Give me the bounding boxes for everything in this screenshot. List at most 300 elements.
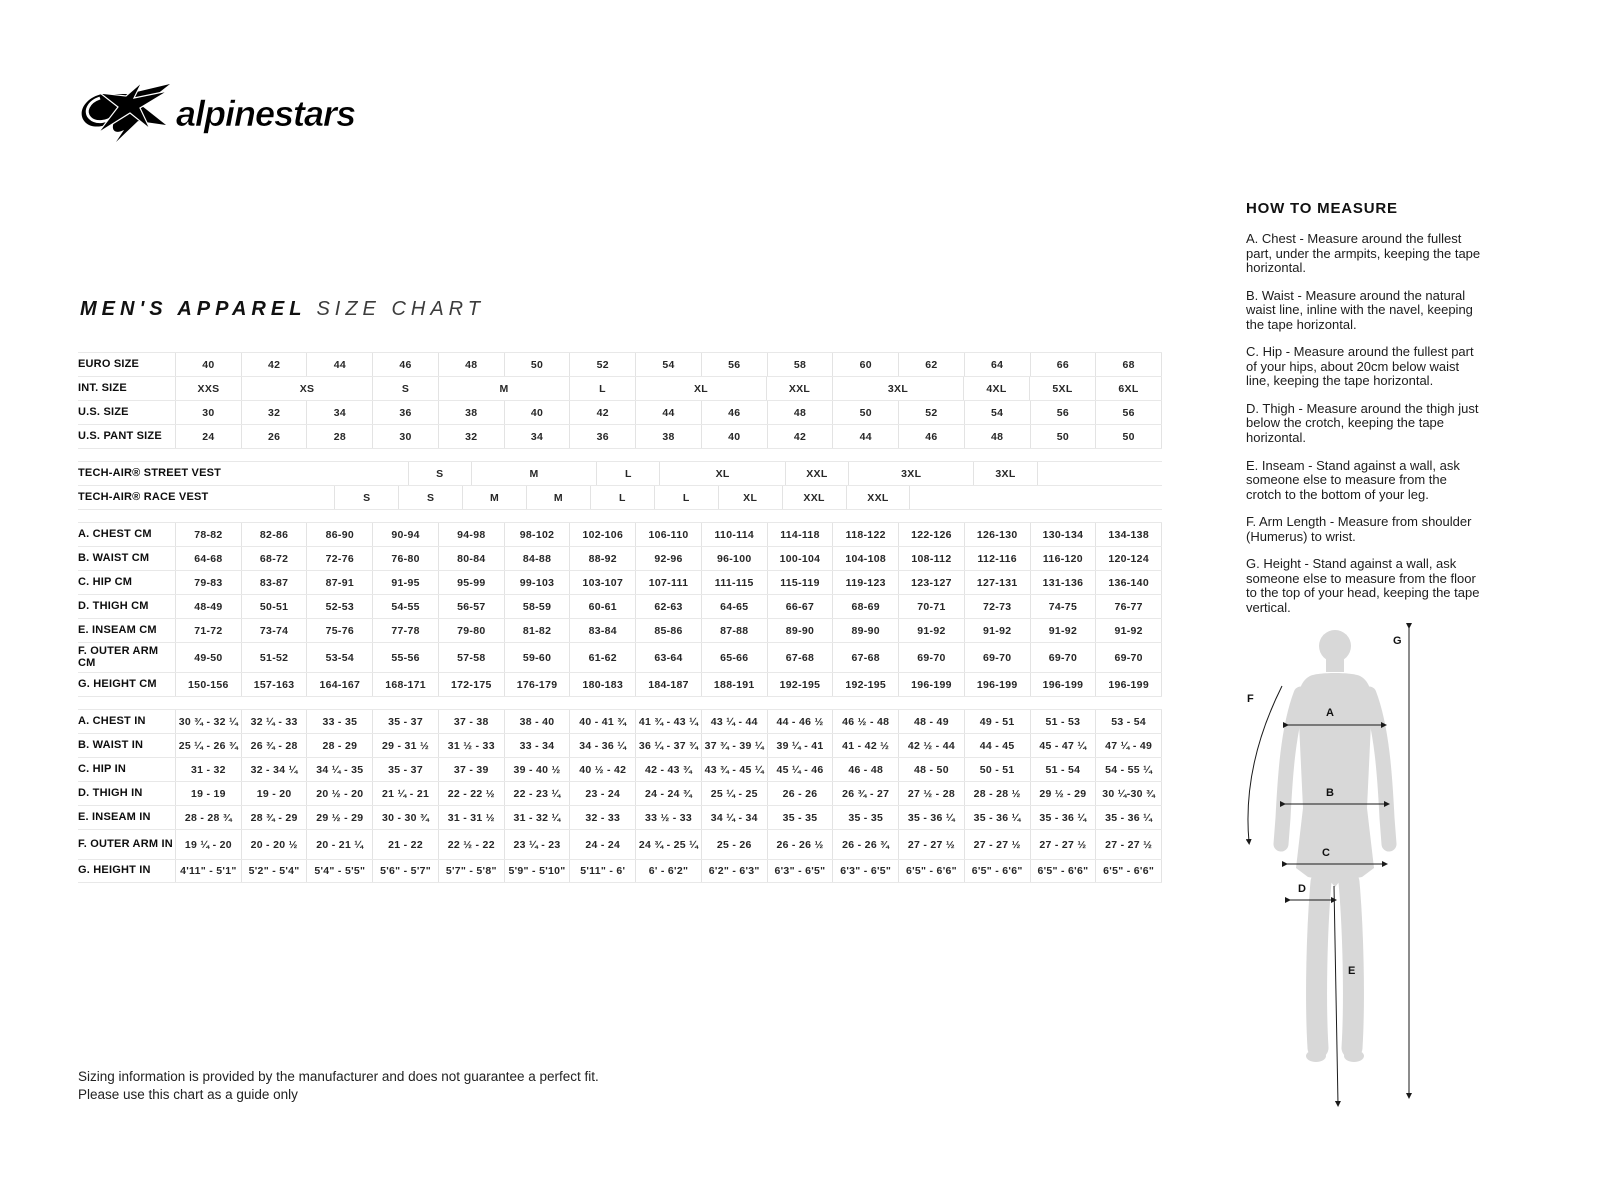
table-cell: 45 ¼ - 46	[767, 758, 833, 781]
table-cell: 122-126	[898, 523, 964, 546]
table-cell: 58	[767, 353, 833, 376]
table-cell: 25 - 26	[701, 830, 767, 859]
table-cell: 35 - 36 ¼	[1095, 806, 1162, 829]
table-cell: 73-74	[241, 619, 307, 642]
table-cell: 79-80	[438, 619, 504, 642]
table-row	[78, 485, 1162, 509]
table-cell: 48	[964, 425, 1030, 448]
table-cell: 46	[898, 425, 964, 448]
table-cell: 184-187	[635, 673, 701, 696]
table-row	[78, 594, 1162, 618]
table-cell: 67-68	[767, 643, 833, 672]
table-cell: 3XL	[848, 462, 973, 485]
table-cell: 108-112	[898, 547, 964, 570]
table-cell: 62-63	[635, 595, 701, 618]
table-cell: 192-195	[832, 673, 898, 696]
figure-left-arm	[1281, 694, 1301, 844]
table-cell: 6'5" - 6'6"	[1095, 860, 1162, 882]
table-cell: 32 - 34 ¼	[241, 758, 307, 781]
table-cell: 52	[569, 353, 635, 376]
measure-item: E. Inseam - Stand against a wall, ask someone else to measure from the crotch to the bottom of your leg.	[1246, 457, 1460, 502]
table-cell: 116-120	[1030, 547, 1096, 570]
table-cell: 30 ¾ - 32 ¼	[175, 710, 241, 733]
table-cell: 29 - 31 ½	[372, 734, 438, 757]
table-cell: 50	[1030, 425, 1096, 448]
table-cell: 77-78	[372, 619, 438, 642]
table-cell: 26 - 26 ½	[767, 830, 833, 859]
table-cell: 81-82	[504, 619, 570, 642]
disclaimer-line-1: Sizing information is provided by the manufacturer and does not guarantee a perfect fit.	[78, 1069, 599, 1084]
table-cell: 43 ¼ - 44	[701, 710, 767, 733]
table-cell: 28 - 28 ½	[964, 782, 1030, 805]
table-cell: 37 - 38	[438, 710, 504, 733]
table-cell: 69-70	[964, 643, 1030, 672]
table-row	[78, 424, 1162, 448]
table-cell: 48 - 50	[898, 758, 964, 781]
table-cell: 112-116	[964, 547, 1030, 570]
measure-item: A. Chest - Measure around the fullest part, under the armpits, keeping the tape horizontal.	[1246, 231, 1481, 276]
table-cell: 96-100	[701, 547, 767, 570]
table-cell: 48	[438, 353, 504, 376]
table-cell: 29 ½ - 29	[1030, 782, 1096, 805]
table-cell: 44	[306, 353, 372, 376]
table-cell: 40 ½ - 42	[569, 758, 635, 781]
table-cell: 6'3" - 6'5"	[832, 860, 898, 882]
table-cell: 4XL	[963, 377, 1029, 400]
table-cell: 24 - 24 ¾	[635, 782, 701, 805]
figure-label-b: B	[1326, 787, 1334, 799]
table-cell: 100-104	[767, 547, 833, 570]
row-label: E. INSEAM IN	[78, 810, 151, 823]
table-cell: 24 ¾ - 25 ¼	[635, 830, 701, 859]
table-cell: 91-95	[372, 571, 438, 594]
table-cell: 107-111	[635, 571, 701, 594]
table-cell: 47 ¼ - 49	[1095, 734, 1162, 757]
table-cell: 115-119	[767, 571, 833, 594]
table-cell: 82-86	[241, 523, 307, 546]
table-cell: 48-49	[175, 595, 241, 618]
table-cell: 36	[372, 401, 438, 424]
table-cell: M	[526, 486, 590, 509]
table-cell: 27 - 27 ½	[1030, 830, 1096, 859]
table-cell: 83-87	[241, 571, 307, 594]
table-cell: 76-77	[1095, 595, 1162, 618]
table-cell: 44 - 46 ½	[767, 710, 833, 733]
table-cell: XL	[635, 377, 766, 400]
table-cell: 35 - 36 ¼	[964, 806, 1030, 829]
table-cell: 5'2" - 5'4"	[241, 860, 307, 882]
table-row	[78, 672, 1162, 696]
table-cell: 48 - 49	[898, 710, 964, 733]
table-cell: 22 - 23 ¼	[504, 782, 570, 805]
disclaimer	[78, 1068, 599, 1104]
table-cell: 87-91	[306, 571, 372, 594]
table-row	[78, 781, 1162, 805]
table-cell: 54	[635, 353, 701, 376]
table-cell: 25 ¼ - 25	[701, 782, 767, 805]
table-cell: XL	[659, 462, 784, 485]
table-cell: 74-75	[1030, 595, 1096, 618]
size-chart-table	[78, 352, 1162, 883]
table-cell: 64-65	[701, 595, 767, 618]
table-cell: 27 - 27 ½	[1095, 830, 1162, 859]
table-cell: 172-175	[438, 673, 504, 696]
page-title-primary: MEN'S APPAREL	[80, 298, 307, 320]
empty-cell	[221, 462, 408, 485]
page-title-secondary: SIZE CHART	[316, 298, 485, 320]
table-cell: 6'5" - 6'6"	[964, 860, 1030, 882]
table-cell: 6'2" - 6'3"	[701, 860, 767, 882]
table-cell: 49-50	[175, 643, 241, 672]
table-cell: 64	[964, 353, 1030, 376]
table-cell: 91-92	[898, 619, 964, 642]
table-cell: 192-195	[767, 673, 833, 696]
table-cell: 85-86	[635, 619, 701, 642]
table-cell: 103-107	[569, 571, 635, 594]
table-cell: 34 - 36 ¼	[569, 734, 635, 757]
table-cell: 22 ½ - 22	[438, 830, 504, 859]
table-cell: 21 - 22	[372, 830, 438, 859]
table-cell: 110-114	[701, 523, 767, 546]
table-cell: XXL	[785, 462, 848, 485]
table-cell: 27 ½ - 28	[898, 782, 964, 805]
table-cell: 5'6" - 5'7"	[372, 860, 438, 882]
measure-item: F. Arm Length - Measure from shoulder (Humerus) to wrist.	[1246, 514, 1472, 544]
table-cell: 6' - 6'2"	[635, 860, 701, 882]
table-cell: 127-131	[964, 571, 1030, 594]
table-cell: 5'4" - 5'5"	[306, 860, 372, 882]
table-cell: 60-61	[569, 595, 635, 618]
table-cell: 89-90	[767, 619, 833, 642]
table-cell: 26 ¾ - 27	[832, 782, 898, 805]
table-cell: 88-92	[569, 547, 635, 570]
body-silhouette	[1281, 630, 1389, 1062]
table-cell: 188-191	[701, 673, 767, 696]
table-cell: 27 - 27 ½	[898, 830, 964, 859]
table-cell: 31 - 32 ¼	[504, 806, 570, 829]
row-label: TECH-AIR® STREET VEST	[78, 466, 222, 479]
empty-cell	[909, 486, 1162, 509]
table-section-gap	[78, 448, 1162, 461]
table-cell: 19 ¼ - 20	[175, 830, 241, 859]
table-cell: 22 - 22 ½	[438, 782, 504, 805]
table-cell: 196-199	[1095, 673, 1162, 696]
table-cell: 70-71	[898, 595, 964, 618]
table-cell: 54 - 55 ¼	[1095, 758, 1162, 781]
table-cell: 196-199	[964, 673, 1030, 696]
row-label: C. HIP IN	[78, 762, 127, 775]
table-cell: 71-72	[175, 619, 241, 642]
figure-label-a: A	[1326, 707, 1334, 719]
table-cell: 130-134	[1030, 523, 1096, 546]
table-cell: 68-69	[832, 595, 898, 618]
figure-left-foot	[1306, 1050, 1326, 1062]
table-row	[78, 376, 1162, 400]
table-cell: 120-124	[1095, 547, 1162, 570]
how-to-measure-list	[1246, 232, 1484, 615]
table-cell: 42	[767, 425, 833, 448]
row-label: B. WAIST CM	[78, 551, 150, 564]
figure-torso	[1296, 673, 1374, 887]
table-cell: 42	[569, 401, 635, 424]
inseam-measure-line	[1334, 886, 1338, 1104]
table-row	[78, 709, 1162, 733]
table-cell: 90-94	[372, 523, 438, 546]
table-cell: M	[462, 486, 526, 509]
table-cell: 89-90	[832, 619, 898, 642]
table-cell: 40	[175, 353, 241, 376]
table-cell: 42 ½ - 44	[898, 734, 964, 757]
table-cell: 19 - 20	[241, 782, 307, 805]
table-cell: 26 ¾ - 28	[241, 734, 307, 757]
table-cell: XXL	[846, 486, 910, 509]
measure-item: G. Height - Stand against a wall, ask someone else to measure from the floor to the top of your head, keeping the tape vertical.	[1246, 556, 1480, 615]
table-cell: 41 ¾ - 43 ¼	[635, 710, 701, 733]
row-label: B. WAIST IN	[78, 738, 144, 751]
table-row	[78, 570, 1162, 594]
row-label: EURO SIZE	[78, 357, 140, 370]
row-label: E. INSEAM CM	[78, 623, 157, 636]
table-cell: 32 - 33	[569, 806, 635, 829]
table-cell: 44 - 45	[964, 734, 1030, 757]
alpinestars-star-icon	[82, 82, 170, 142]
table-cell: 51 - 54	[1030, 758, 1096, 781]
row-label: U.S. SIZE	[78, 405, 129, 418]
table-cell: XL	[718, 486, 782, 509]
table-cell: 6XL	[1095, 377, 1162, 400]
row-label: C. HIP CM	[78, 575, 133, 588]
table-cell: 31 ½ - 33	[438, 734, 504, 757]
table-cell: 5'11" - 6'	[569, 860, 635, 882]
row-label: A. CHEST IN	[78, 714, 146, 727]
table-cell: 99-103	[504, 571, 570, 594]
table-cell: 63-64	[635, 643, 701, 672]
table-cell: 32 ¼ - 33	[241, 710, 307, 733]
table-cell: 38	[438, 401, 504, 424]
table-cell: 68-72	[241, 547, 307, 570]
alpinestars-wordmark: alpinestars	[176, 93, 356, 134]
table-row	[78, 829, 1162, 859]
table-cell: 95-99	[438, 571, 504, 594]
table-cell: 41 - 42 ½	[832, 734, 898, 757]
row-label: A. CHEST CM	[78, 527, 152, 540]
table-section-gap	[78, 509, 1162, 522]
row-label: G. HEIGHT IN	[78, 864, 151, 877]
measurement-figure	[1238, 618, 1422, 1112]
table-row	[78, 546, 1162, 570]
table-cell: 19 - 19	[175, 782, 241, 805]
table-cell: 46	[701, 401, 767, 424]
measure-item: C. Hip - Measure around the fullest part of your hips, about 20cm below waist line, keeping the tape horizontal.	[1246, 344, 1474, 389]
row-label: U.S. PANT SIZE	[78, 429, 162, 442]
table-cell: 46	[372, 353, 438, 376]
table-cell: 94-98	[438, 523, 504, 546]
table-cell: 176-179	[504, 673, 570, 696]
table-cell: 30 - 30 ¾	[372, 806, 438, 829]
table-cell: 126-130	[964, 523, 1030, 546]
table-cell: 39 ¼ - 41	[767, 734, 833, 757]
table-cell: 106-110	[635, 523, 701, 546]
table-cell: 50-51	[241, 595, 307, 618]
table-row	[78, 522, 1162, 546]
table-cell: 45 - 47 ¼	[1030, 734, 1096, 757]
table-section-gap	[78, 696, 1162, 709]
table-cell: 42	[241, 353, 307, 376]
table-cell: 157-163	[241, 673, 307, 696]
table-row	[78, 757, 1162, 781]
table-cell: XS	[241, 377, 372, 400]
table-row	[78, 618, 1162, 642]
table-cell: 66	[1030, 353, 1096, 376]
table-cell: 49 - 51	[964, 710, 1030, 733]
table-cell: M	[438, 377, 569, 400]
table-cell: 69-70	[1095, 643, 1162, 672]
table-cell: 44	[635, 401, 701, 424]
table-cell: 91-92	[1095, 619, 1162, 642]
table-cell: 51 - 53	[1030, 710, 1096, 733]
table-cell: 118-122	[832, 523, 898, 546]
table-cell: 24 - 24	[569, 830, 635, 859]
table-cell: 102-106	[569, 523, 635, 546]
measure-item: D. Thigh - Measure around the thigh just below the crotch, keeping the tape horizontal.	[1246, 400, 1479, 446]
table-cell: 31 - 31 ½	[438, 806, 504, 829]
table-cell: 35 - 36 ¼	[1030, 806, 1096, 829]
table-cell: 50	[832, 401, 898, 424]
row-label: INT. SIZE	[78, 381, 127, 394]
table-cell: 35 - 35	[832, 806, 898, 829]
table-cell: 30	[372, 425, 438, 448]
table-cell: 54-55	[372, 595, 438, 618]
figure-label-e: E	[1348, 965, 1356, 977]
table-cell: 35 - 37	[372, 758, 438, 781]
table-cell: 33 ½ - 33	[635, 806, 701, 829]
table-cell: S	[372, 377, 438, 400]
table-cell: 46 - 48	[832, 758, 898, 781]
table-row	[78, 352, 1162, 376]
table-cell: 50	[1095, 425, 1162, 448]
table-cell: 136-140	[1095, 571, 1162, 594]
table-cell: S	[398, 486, 462, 509]
table-cell: 48	[767, 401, 833, 424]
table-cell: 67-68	[832, 643, 898, 672]
table-cell: 35 - 37	[372, 710, 438, 733]
table-cell: 30	[175, 401, 241, 424]
table-cell: 168-171	[372, 673, 438, 696]
table-cell: L	[590, 486, 654, 509]
table-cell: L	[654, 486, 718, 509]
table-row	[78, 642, 1162, 672]
table-cell: 36 ¼ - 37 ¾	[635, 734, 701, 757]
figure-right-foot	[1344, 1050, 1364, 1062]
table-cell: 56	[701, 353, 767, 376]
table-cell: 40	[504, 401, 570, 424]
table-cell: 86-90	[306, 523, 372, 546]
empty-cell	[208, 486, 334, 509]
table-cell: 196-199	[898, 673, 964, 696]
how-to-measure	[1246, 200, 1484, 628]
table-cell: 35 - 35	[767, 806, 833, 829]
table-cell: 32	[241, 401, 307, 424]
table-cell: 30 ¼-30 ¾	[1095, 782, 1162, 805]
table-cell: 64-68	[175, 547, 241, 570]
table-cell: 123-127	[898, 571, 964, 594]
table-cell: 56	[1095, 401, 1162, 424]
table-cell: 80-84	[438, 547, 504, 570]
table-cell: 29 ½ - 29	[306, 806, 372, 829]
table-cell: 114-118	[767, 523, 833, 546]
table-cell: 5'7" - 5'8"	[438, 860, 504, 882]
table-cell: M	[471, 462, 596, 485]
table-cell: L	[569, 377, 635, 400]
how-to-measure-heading: HOW TO MEASURE	[1246, 200, 1398, 217]
table-row	[78, 400, 1162, 424]
table-cell: 62	[898, 353, 964, 376]
table-cell: 68	[1095, 353, 1162, 376]
table-cell: 76-80	[372, 547, 438, 570]
table-cell: 33 - 35	[306, 710, 372, 733]
table-cell: XXL	[766, 377, 832, 400]
table-cell: 69-70	[898, 643, 964, 672]
table-cell: 79-83	[175, 571, 241, 594]
table-cell: 91-92	[964, 619, 1030, 642]
figure-label-c: C	[1322, 847, 1330, 859]
table-cell: 36	[569, 425, 635, 448]
table-cell: 180-183	[569, 673, 635, 696]
table-cell: 42 - 43 ¾	[635, 758, 701, 781]
table-cell: 56-57	[438, 595, 504, 618]
table-cell: XXL	[782, 486, 846, 509]
table-cell: 35 - 36 ¼	[898, 806, 964, 829]
table-cell: 119-123	[832, 571, 898, 594]
table-cell: 3XL	[973, 462, 1036, 485]
table-cell: 56	[1030, 401, 1096, 424]
table-cell: 98-102	[504, 523, 570, 546]
table-row	[78, 859, 1162, 883]
table-cell: 84-88	[504, 547, 570, 570]
figure-head	[1319, 630, 1351, 662]
table-cell: 37 - 39	[438, 758, 504, 781]
table-cell: 43 ¾ - 45 ¼	[701, 758, 767, 781]
table-cell: 26 - 26 ¾	[832, 830, 898, 859]
row-label: D. THIGH CM	[78, 599, 149, 612]
table-cell: 52-53	[306, 595, 372, 618]
figure-label-g: G	[1393, 635, 1402, 647]
row-label: F. OUTER ARM CM	[78, 644, 159, 669]
empty-cell	[1037, 462, 1162, 485]
table-cell: 38 - 40	[504, 710, 570, 733]
table-cell: 6'5" - 6'6"	[898, 860, 964, 882]
table-cell: 23 - 24	[569, 782, 635, 805]
table-cell: 39 - 40 ½	[504, 758, 570, 781]
table-cell: 40	[701, 425, 767, 448]
table-cell: 164-167	[306, 673, 372, 696]
table-cell: 69-70	[1030, 643, 1096, 672]
table-cell: 33 - 34	[504, 734, 570, 757]
table-cell: 28 ¾ - 29	[241, 806, 307, 829]
table-cell: 5'9" - 5'10"	[504, 860, 570, 882]
table-cell: 5XL	[1029, 377, 1095, 400]
table-cell: 50 - 51	[964, 758, 1030, 781]
figure-right-arm	[1369, 694, 1389, 844]
table-cell: 6'5" - 6'6"	[1030, 860, 1096, 882]
table-cell: 34	[504, 425, 570, 448]
row-label: TECH-AIR® RACE VEST	[78, 490, 209, 503]
table-row	[78, 461, 1162, 485]
table-cell: 52	[898, 401, 964, 424]
page-title	[80, 298, 485, 321]
table-cell: 57-58	[438, 643, 504, 672]
table-cell: 46 ½ - 48	[832, 710, 898, 733]
